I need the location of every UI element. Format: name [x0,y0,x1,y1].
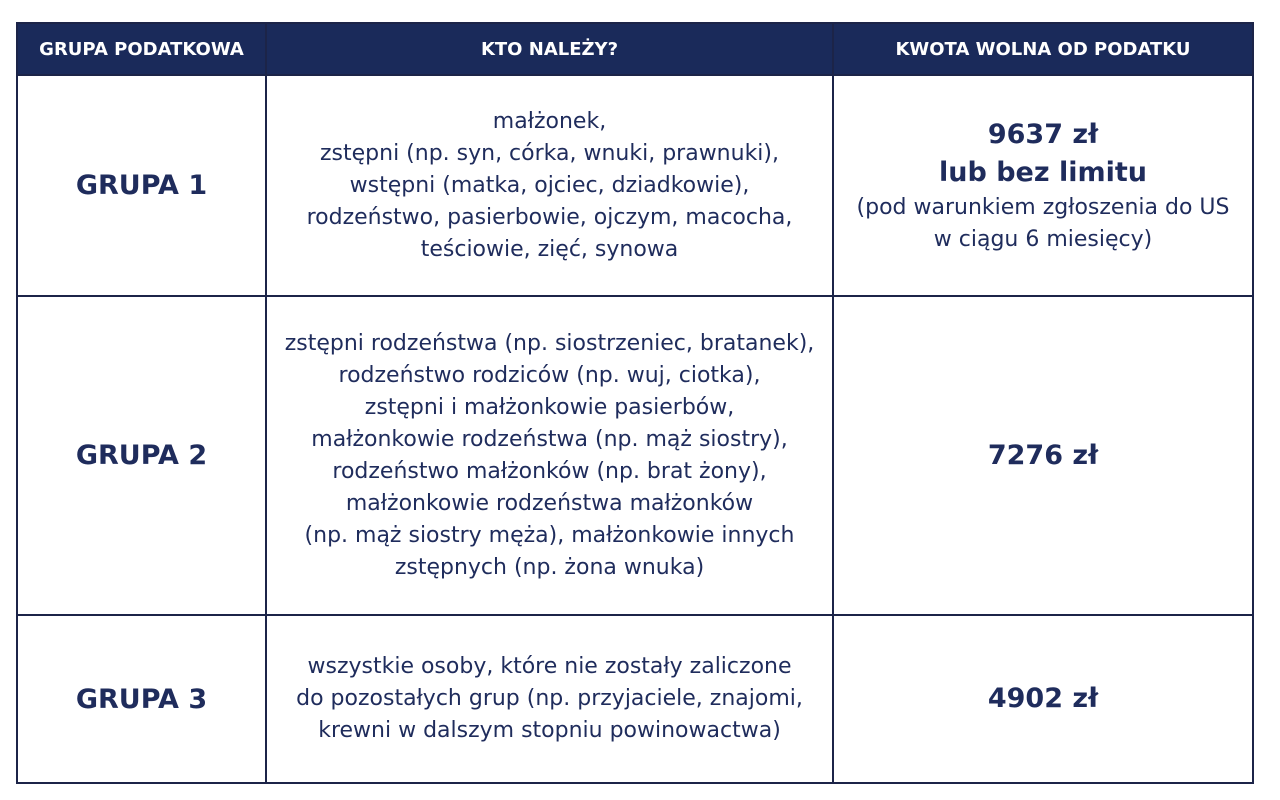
table-row [17,296,1253,615]
group-members [266,75,833,296]
group-members [266,296,833,615]
tax-free-amount [833,615,1253,783]
header-who: KTO NALEŻY? [266,23,833,75]
member-line: zstępni (np. syn, córka, wnuki, prawnuki), [319,140,779,166]
member-line: wstępni (matka, ojciec, dziadkowie), [349,172,750,198]
member-line: małżonek, [492,108,607,134]
member-line: zstępni rodzeństwa (np. siostrzeniec, bratanek), [284,330,815,356]
group-name: GRUPA 3 [17,615,266,783]
member-line: zstępni i małżonkowie pasierbów, [364,394,735,420]
member-line: rodzeństwo rodziców (np. wuj, ciotka), [338,362,761,388]
amount-value: 7276 zł [987,439,1099,471]
group-members [266,615,833,783]
group-name: GRUPA 2 [17,296,266,615]
amount-value: lub bez limitu [939,156,1147,188]
member-line: małżonkowie rodzeństwa (np. mąż siostry), [311,426,788,452]
table-row [17,75,1253,296]
member-line: krewni w dalszym stopniu powinowactwa) [318,718,781,743]
member-line: (np. mąż siostry męża), małżonkowie innych [304,522,795,548]
amount-note: (pod warunkiem zgłoszenia do US [856,194,1230,220]
member-line: teściowie, zięć, synowa [420,236,679,262]
table-row [17,615,1253,783]
group-name: GRUPA 1 [17,75,266,296]
member-line: wszystkie osoby, które nie zostały zaliczone [307,654,792,679]
amount-value: 4902 zł [987,683,1099,714]
tax-group-table [16,22,1254,784]
tax-free-amount [833,75,1253,296]
member-line: rodzeństwo małżonków (np. brat żony), [332,458,767,484]
member-line: zstępnych (np. żona wnuka) [394,554,705,580]
header-row [17,23,1253,75]
member-line: do pozostałych grup (np. przyjaciele, znajomi, [296,686,803,711]
tax-free-amount [833,296,1253,615]
amount-note: w ciągu 6 miesięcy) [933,226,1153,252]
member-line: rodzeństwo, pasierbowie, ojczym, macocha, [306,204,793,230]
header-amount: KWOTA WOLNA OD PODATKU [833,23,1253,75]
member-line: małżonkowie rodzeństwa małżonków [345,490,754,516]
header-group: GRUPA PODATKOWA [17,23,266,75]
amount-value: 9637 zł [987,118,1099,150]
